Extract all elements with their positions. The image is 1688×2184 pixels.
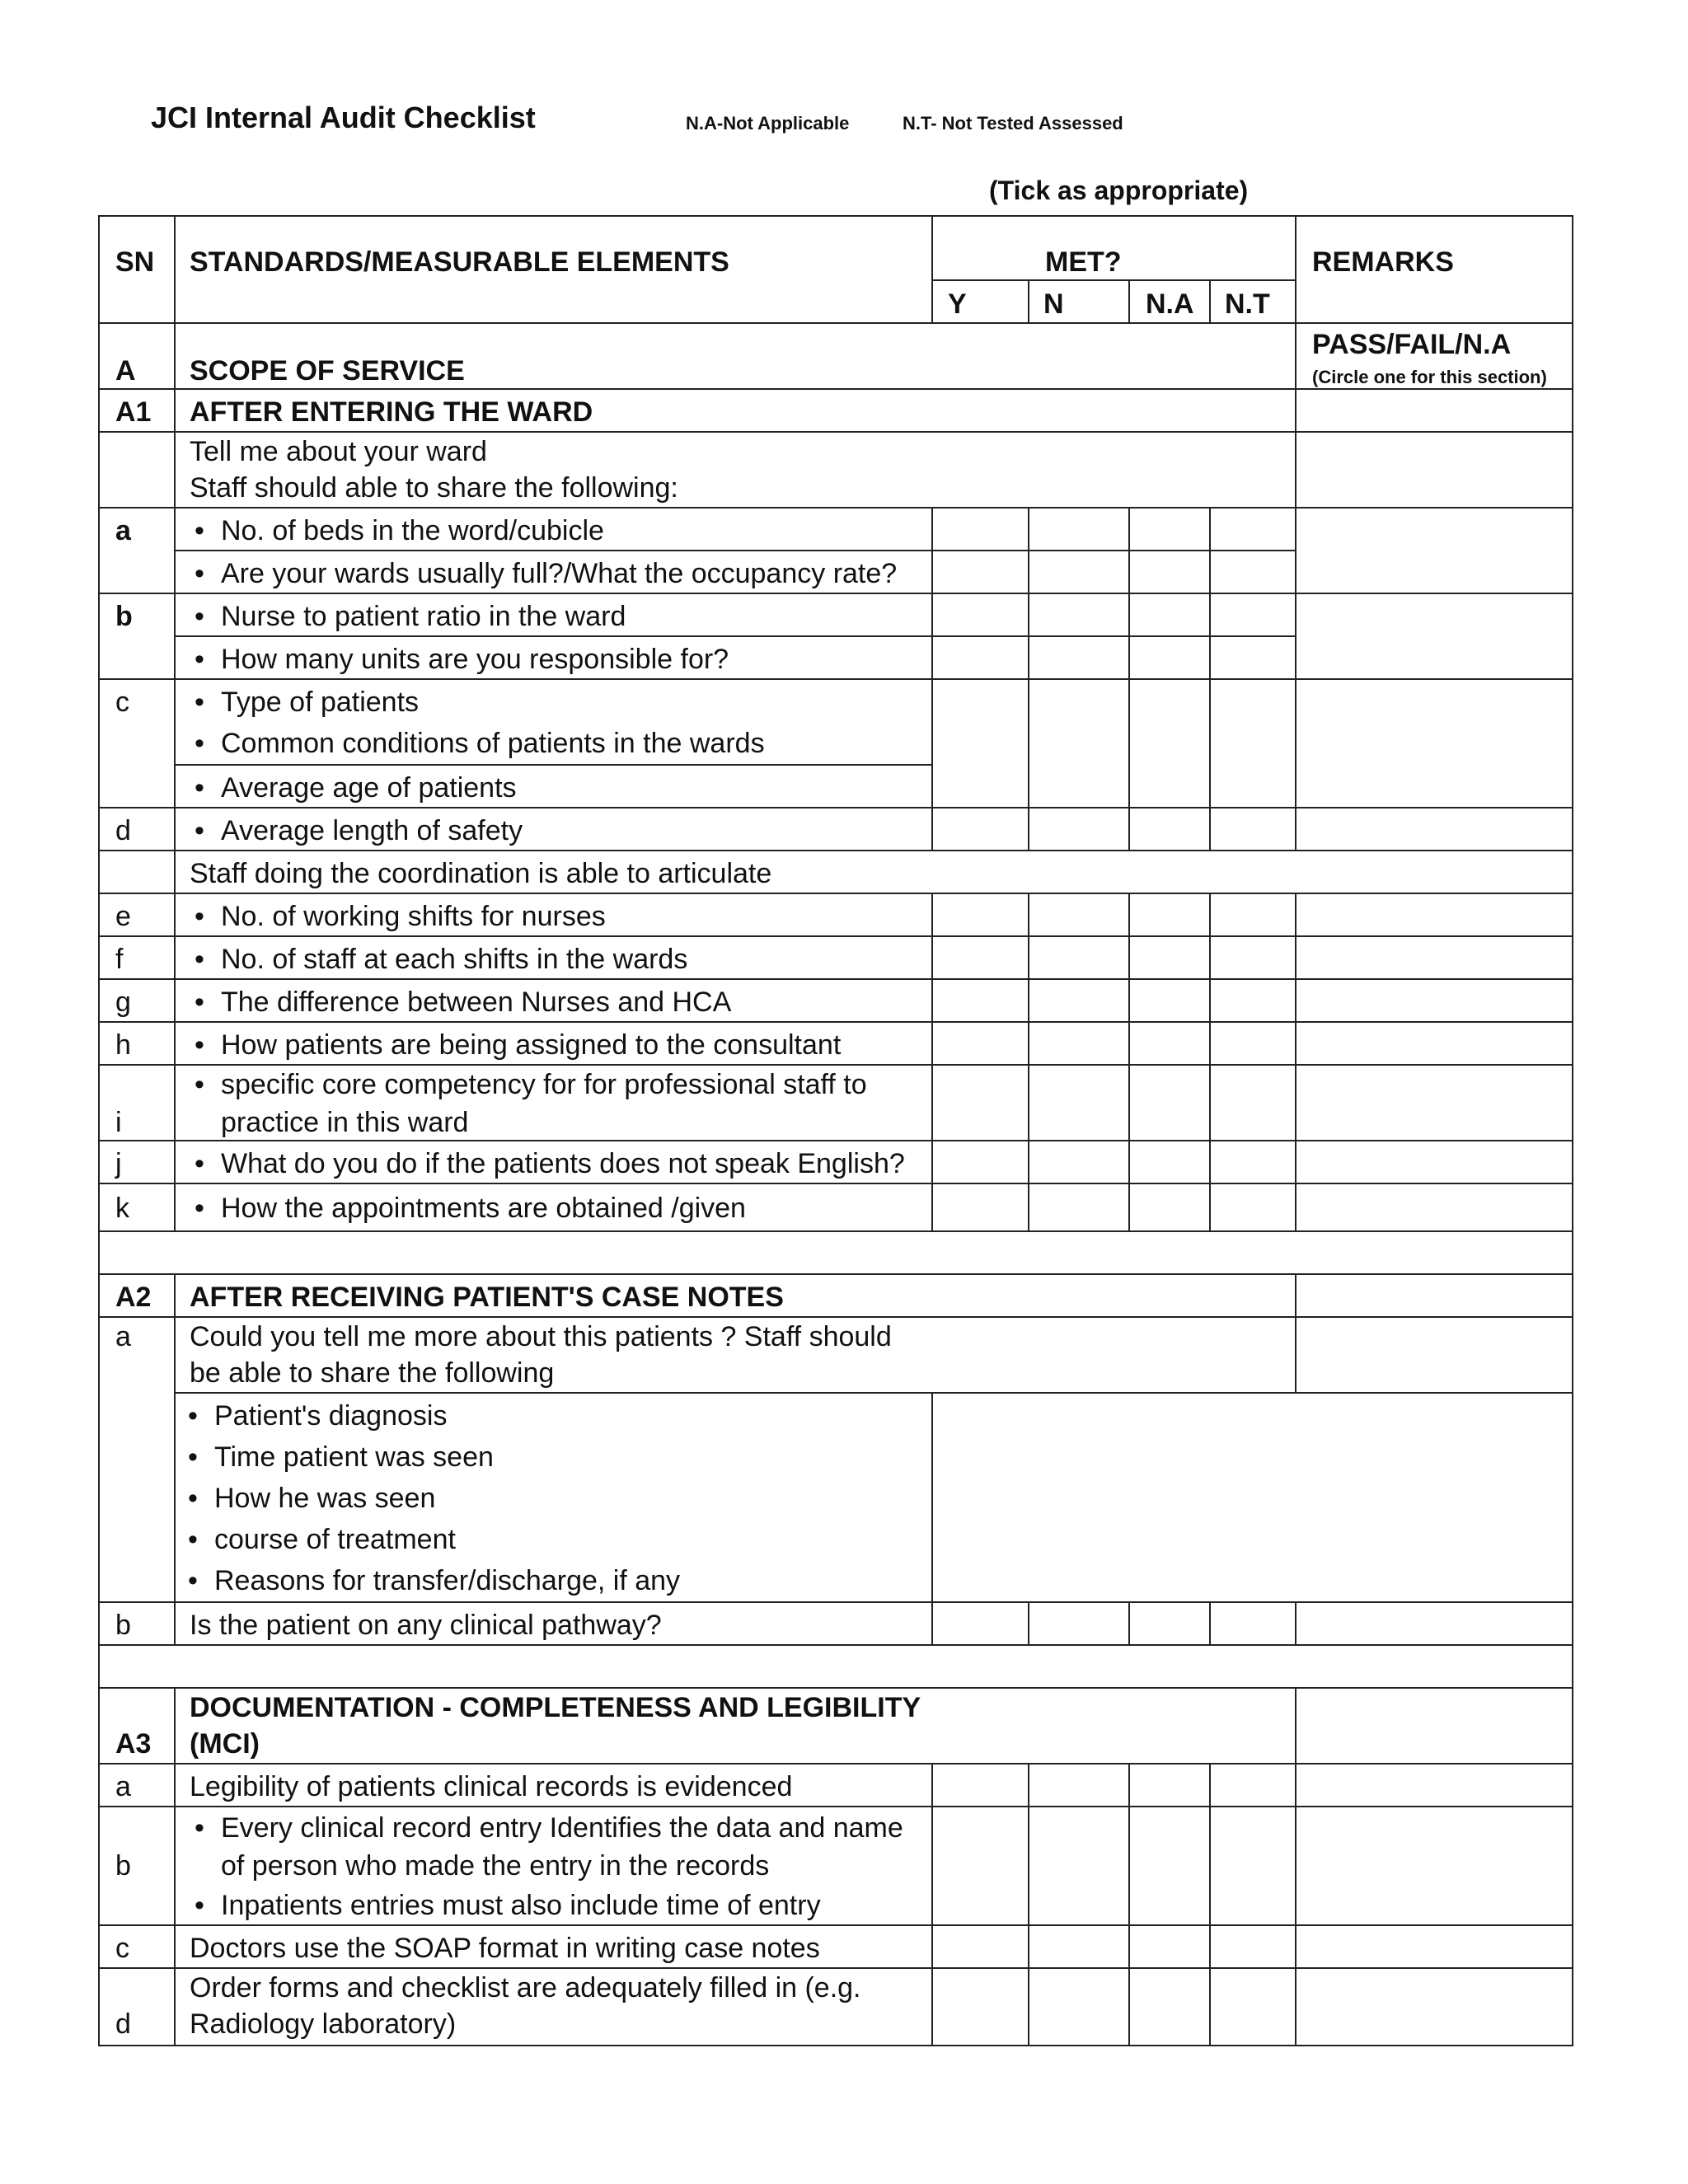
col-header-y: Y <box>948 288 967 320</box>
tick-cell-a1-a1-n[interactable] <box>1029 509 1128 550</box>
a1-label-d: d <box>115 815 131 846</box>
col-header-n: N <box>1043 288 1064 320</box>
col-header-remarks: REMARKS <box>1312 246 1454 278</box>
tick-cell-a1-a1-nt[interactable] <box>1211 509 1295 550</box>
a1-b-item-1: • Nurse to patient ratio in the ward <box>190 598 626 635</box>
a2-bullet-time-seen: • Time patient was seen <box>183 1439 494 1475</box>
a1-j-item-1: • What do you do if the patients does not speak English? <box>190 1146 905 1182</box>
a1-d-item-1: • Average length of safety <box>190 813 523 849</box>
a1-f-item-1: • No. of staff at each shifts in the wards <box>190 941 687 977</box>
a2-label-a: a <box>115 1321 131 1352</box>
a1-coordination-note: Staff doing the coordination is able to articulate <box>190 858 772 889</box>
a1-c-item-1: • Type of patients <box>190 684 419 720</box>
legend-not-applicable: N.A-Not Applicable <box>686 113 850 134</box>
a3-c-item: Doctors use the SOAP format in writing case notes <box>190 1933 820 1964</box>
col-header-standards: STANDARDS/MEASURABLE ELEMENTS <box>190 246 729 278</box>
section-a-circle-note: (Circle one for this section) <box>1312 367 1547 387</box>
a1-label-b: b <box>115 601 133 632</box>
a2-a-line-1: Could you tell me more about this patients ? Staff should <box>190 1321 892 1352</box>
a3-label-b: b <box>115 1850 131 1882</box>
a3-label-a: a <box>115 1771 131 1802</box>
a1-sn: A1 <box>115 396 152 428</box>
legend-not-tested: N.T- Not Tested Assessed <box>903 113 1123 134</box>
a1-b-item-2: • How many units are you responsible for? <box>190 641 729 677</box>
col-header-na: N.A <box>1146 288 1194 320</box>
a1-a-item-2: • Are your wards usually full?/What the occupancy rate? <box>190 555 897 592</box>
a1-i-item-1-cont: practice in this ward <box>221 1107 469 1138</box>
a1-e-item-1: • No. of working shifts for nurses <box>190 898 606 935</box>
a1-intro-line-2: Staff should able to share the following: <box>190 472 678 504</box>
a1-g-item-1: • The difference between Nurses and HCA <box>190 984 731 1020</box>
document-title: JCI Internal Audit Checklist <box>151 101 536 134</box>
a3-title-line-1: DOCUMENTATION - COMPLETENESS AND LEGIBILITY <box>190 1692 921 1723</box>
a2-bullet-transfer: • Reasons for transfer/discharge, if any <box>183 1563 680 1599</box>
a1-i-item-1: • specific core competency for for professional staff to <box>190 1066 867 1103</box>
a3-label-d: d <box>115 2008 131 2040</box>
a2-label-b: b <box>115 1610 131 1641</box>
a1-label-i: i <box>115 1107 122 1138</box>
a3-sn: A3 <box>115 1728 152 1760</box>
a1-c-item-2: • Common conditions of patients in the wards <box>190 725 765 762</box>
a2-title: AFTER RECEIVING PATIENT'S CASE NOTES <box>190 1282 784 1313</box>
a1-label-f: f <box>115 944 124 975</box>
section-a-title: SCOPE OF SERVICE <box>190 355 465 387</box>
tick-cell-a1-a1-y[interactable] <box>933 509 1028 550</box>
col-header-nt: N.T <box>1225 288 1270 320</box>
a2-sn: A2 <box>115 1282 152 1313</box>
a3-label-c: c <box>115 1933 129 1964</box>
a3-b-item-1: • Every clinical record entry Identifies the data and name <box>190 1810 903 1846</box>
a1-label-k: k <box>115 1193 129 1224</box>
a1-c-item-3: • Average age of patients <box>190 770 517 806</box>
tick-cell-a1-a1-na[interactable] <box>1130 509 1209 550</box>
a3-a-item: Legibility of patients clinical records is evidenced <box>190 1771 793 1802</box>
a1-a-item-1: • No. of beds in the word/cubicle <box>190 513 604 549</box>
a1-label-h: h <box>115 1029 131 1061</box>
a1-label-g: g <box>115 987 131 1018</box>
a2-b-item: Is the patient on any clinical pathway? <box>190 1610 662 1641</box>
col-header-sn: SN <box>115 246 155 278</box>
a2-bullet-diagnosis: • Patient's diagnosis <box>183 1398 447 1434</box>
a2-a-line-2: be able to share the following <box>190 1357 555 1389</box>
a2-bullet-how-seen: • How he was seen <box>183 1480 435 1516</box>
a3-title-line-2: (MCI) <box>190 1728 260 1760</box>
col-header-met: MET? <box>1045 246 1122 278</box>
tick-instruction: (Tick as appropriate) <box>989 176 1249 205</box>
a3-d-line-2: Radiology laboratory) <box>190 2008 457 2040</box>
a1-h-item-1: • How patients are being assigned to the consultant <box>190 1027 841 1063</box>
a1-label-c: c <box>115 687 129 718</box>
a1-label-j: j <box>115 1148 122 1179</box>
a1-label-a: a <box>115 515 131 546</box>
section-a-pass-fail[interactable]: PASS/FAIL/N.A <box>1312 329 1512 360</box>
a1-title: AFTER ENTERING THE WARD <box>190 396 593 428</box>
a1-k-item-1: • How the appointments are obtained /given <box>190 1190 746 1226</box>
a1-label-e: e <box>115 901 131 932</box>
a3-b-item-2: • Inpatients entries must also include time of entry <box>190 1887 821 1924</box>
a1-intro-line-1: Tell me about your ward <box>190 436 487 467</box>
a3-d-line-1: Order forms and checklist are adequately filled in (e.g. <box>190 1972 861 2004</box>
remarks-cell-a3-d[interactable] <box>1296 1969 1572 2045</box>
remarks-cell-a1-a[interactable] <box>1296 509 1572 593</box>
a3-b-item-1-cont: of person who made the entry in the records <box>221 1850 770 1882</box>
section-a-sn: A <box>115 355 136 387</box>
a2-bullet-treatment: • course of treatment <box>183 1521 456 1558</box>
